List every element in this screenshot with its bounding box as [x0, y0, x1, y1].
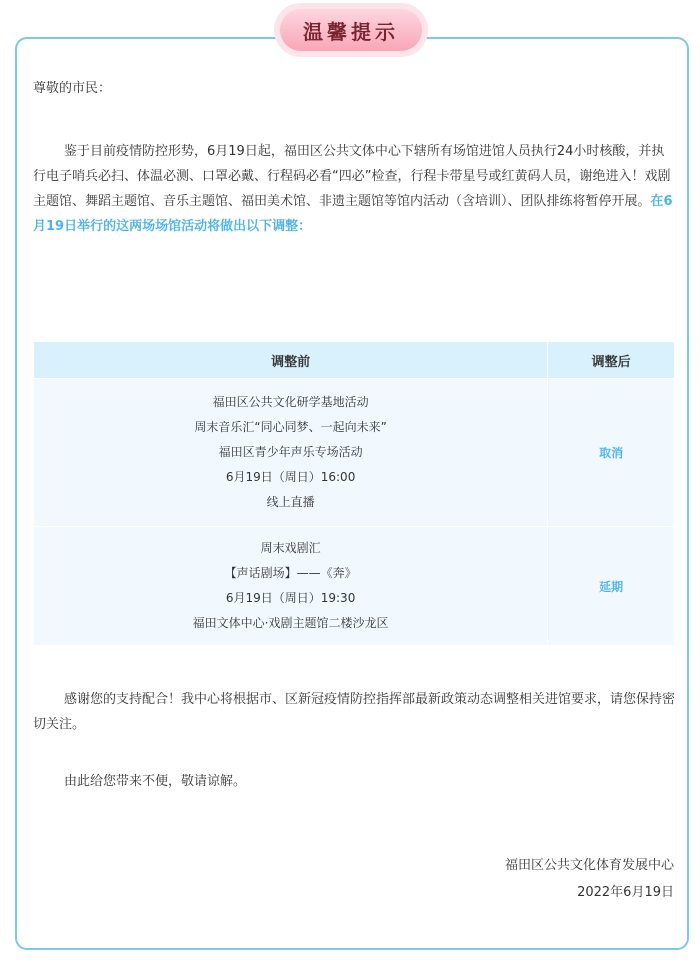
before-line: 周末音乐汇“同心同梦、一起向未来”: [194, 420, 387, 434]
after-cell: 延期: [548, 527, 675, 646]
before-cell: [34, 379, 548, 527]
signature-date: 2022年6月19日: [577, 885, 674, 900]
thanks-paragraph: 感谢您的支持配合！我中心将根据市、区新冠疫情防控指挥部最新政策动态调整相关进馆要求，请您保持密切关注。: [33, 692, 676, 732]
header-after: 调整后: [548, 342, 675, 379]
adjustment-table: [33, 341, 675, 646]
salutation: 尊敬的市民：: [33, 81, 112, 96]
before-line: 【声话剧场】——《奔》: [224, 566, 357, 580]
apology-paragraph: 由此给您带来不便，敬请谅解。: [64, 774, 247, 789]
notice-highlight: 在6月19日举行的这两场场馆活动将做出以下调整：: [33, 194, 673, 234]
before-line: 6月19日（周日）16:00: [225, 470, 356, 484]
before-line: 福田区公共文化研学基地活动: [212, 395, 369, 409]
before-line: 福田区青少年声乐专场活动: [218, 445, 363, 459]
after-cell: 取消: [548, 379, 675, 527]
signature-organization: 福田区公共文化体育发展中心: [504, 858, 674, 873]
before-line: 线上直播: [266, 495, 315, 509]
table-row: [34, 379, 675, 527]
before-line: 周末戏剧汇: [260, 541, 321, 555]
notice-paragraph: [33, 139, 675, 239]
before-cell: [34, 527, 548, 646]
before-line: 福田文体中心·戏剧主题馆二楼沙龙区: [192, 616, 389, 630]
table-row: [34, 527, 675, 646]
table-header-row: [34, 342, 675, 379]
before-line: 6月19日（周日）19:30: [225, 591, 356, 605]
title-badge: [274, 3, 428, 57]
badge-title: 温馨提示: [280, 9, 422, 51]
header-before: 调整前: [34, 342, 548, 379]
notice-text: 鉴于目前疫情防控形势，6月19日起，福田区公共文体中心下辖所有场馆进馆人员执行24小时核酸，并执行电子哨兵必扫、体温必测、口罩必戴、行程码必看“四必”检查，行程卡带星号或红黄码人员，谢绝进入！戏剧主题馆、舞蹈主题馆、音乐主题馆、福田美术馆、非遗主题馆等馆内活动（含培训）、团队排练将暂停开展。: [33, 144, 671, 209]
